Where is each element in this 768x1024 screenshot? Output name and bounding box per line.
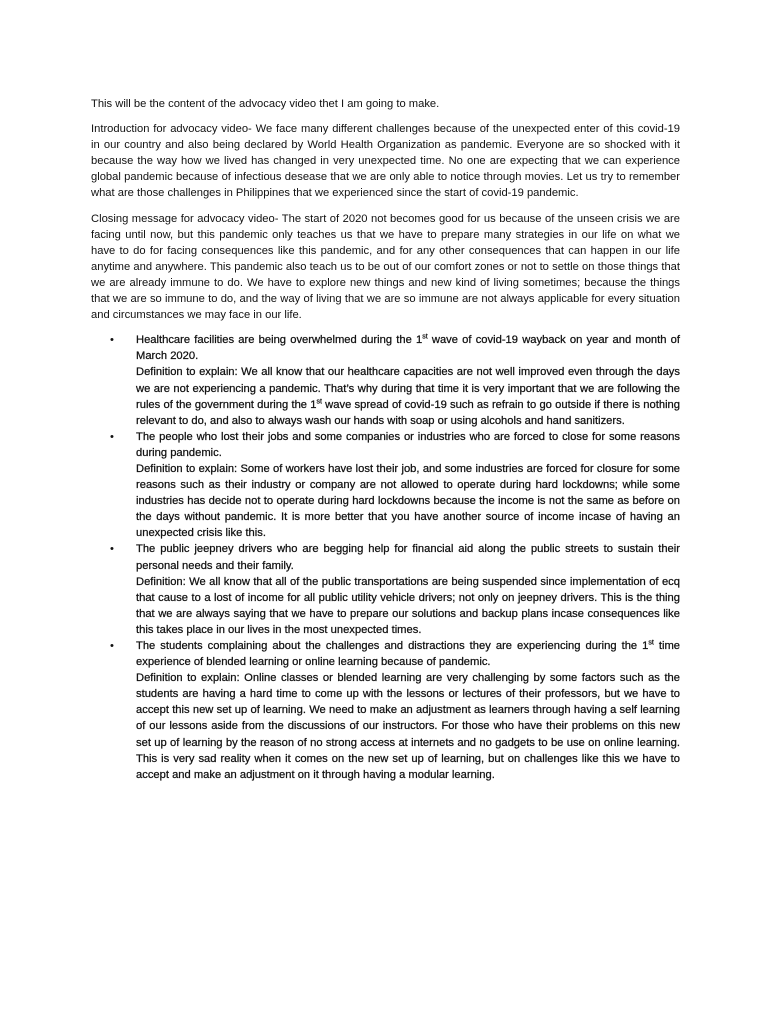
intro-paragraph: Introduction for advocacy video- We face many different challenges because of the unexpected enter of this covid-19 in our country and also being declared by World Health Organization as pandemic. Everyone are so shocked with it because the way how we lived has changed in very unexpected time. No one are expecting that we can experience global pandemic because of infectious desease that we are only able to notice through movies. Let us try to remember what are those challenges in Philippines that we experienced since the start of covid-19 pandemic. bbox=[91, 123, 680, 200]
bullet-definition: Definition to explain: We all know that our healthcare capacities are not well improved even through the days we are not experiencing a pandemic. That’s why during that time it is very important that we are following the rules of the government during the 1st wave spread of covid-19 such as refrain to go outside if there is nothing relevant to do, and also to always wash our hands with soap or using alcohols and hand sanitizers. bbox=[136, 366, 681, 427]
list-item bbox=[110, 429, 680, 542]
lead-line: This will be the content of the advocacy video thet I am going to make. bbox=[91, 98, 440, 110]
list-item bbox=[110, 541, 680, 638]
bullet-definition: Definition to explain: Some of workers have lost their job, and some industries are forced for closure for some reasons such as their industry or company are not allowed to operate during hard lockdowns; while some industries has decide not to operate during hard lockdowns because the income is not the same as before on the days without pandemic. It is more better that you have another source of income incase of having an unexpected crisis like this. bbox=[136, 462, 680, 540]
bullet-title: The students complaining about the challenges and distractions they are experiencing during the 1st time experience of blended learning or online learning because of pandemic. bbox=[136, 639, 680, 669]
bullet-title: The people who lost their jobs and some companies or industries who are forced to close for some reasons during pandemic. bbox=[136, 430, 680, 459]
bullet-title: The public jeepney drivers who are begging help for financial aid along the public streets to sustain their personal needs and their family. bbox=[136, 543, 680, 572]
bullet-icon: • bbox=[110, 334, 114, 347]
bullet-icon: • bbox=[110, 430, 114, 443]
bullet-definition: Definition to explain: Online classes or blended learning are very challenging by some factors such as the students are having a hard time to come up with the lessons or lectures of their professors, but we have to accept this new set up of learning. We need to make an adjustment as learners through having a self learning of our lessons aside from the discussions of our instructors. For those who have their problems on this new set up of learning by the reason of no strong access at internets and no gadgets to be use on online learning. This is very sad reality when it comes on the new set up of learning, but on challenges like this we have to accept and make an adjustment on it through having a modular learning. bbox=[136, 672, 680, 781]
list-item bbox=[110, 332, 681, 429]
bullet-icon: • bbox=[110, 543, 114, 556]
bullet-icon: • bbox=[110, 640, 114, 652]
bullet-definition: Definition: We all know that all of the public transportations are being suspended since implementation of ecq that cause to a lost of income for all public utility vehicle drivers; not only on jeepney drivers. This is the thing that we are always saying that we have to prepare our solutions and backup plans incase consequences like this takes place in our lives in the most unexpected times. bbox=[136, 575, 680, 636]
bullet-title: Healthcare facilities are being overwhelmed during the 1st wave of covid-19 wayback on year and month of March 2020. bbox=[136, 333, 680, 363]
list-item bbox=[110, 638, 680, 783]
challenge-list bbox=[91, 332, 680, 783]
closing-paragraph: Closing message for advocacy video- The start of 2020 not becomes good for us because of the unseen crisis we are facing until now, but this pandemic only teaches us that we have to prepare many strategies in our life on what we have to do for facing consequences like this pandemic, and for any other consequences that can happen in our life anytime and anywhere. This pandemic also teach us to be out of our comfort zones or not to settle on those things that we are already immune to do. We have to explore new things and new kind of living sometimes; because the things that we are so immune to do, and the way of living that we are so immune are not always applicable for every situation and circumstances we may face in our life. bbox=[91, 212, 680, 322]
